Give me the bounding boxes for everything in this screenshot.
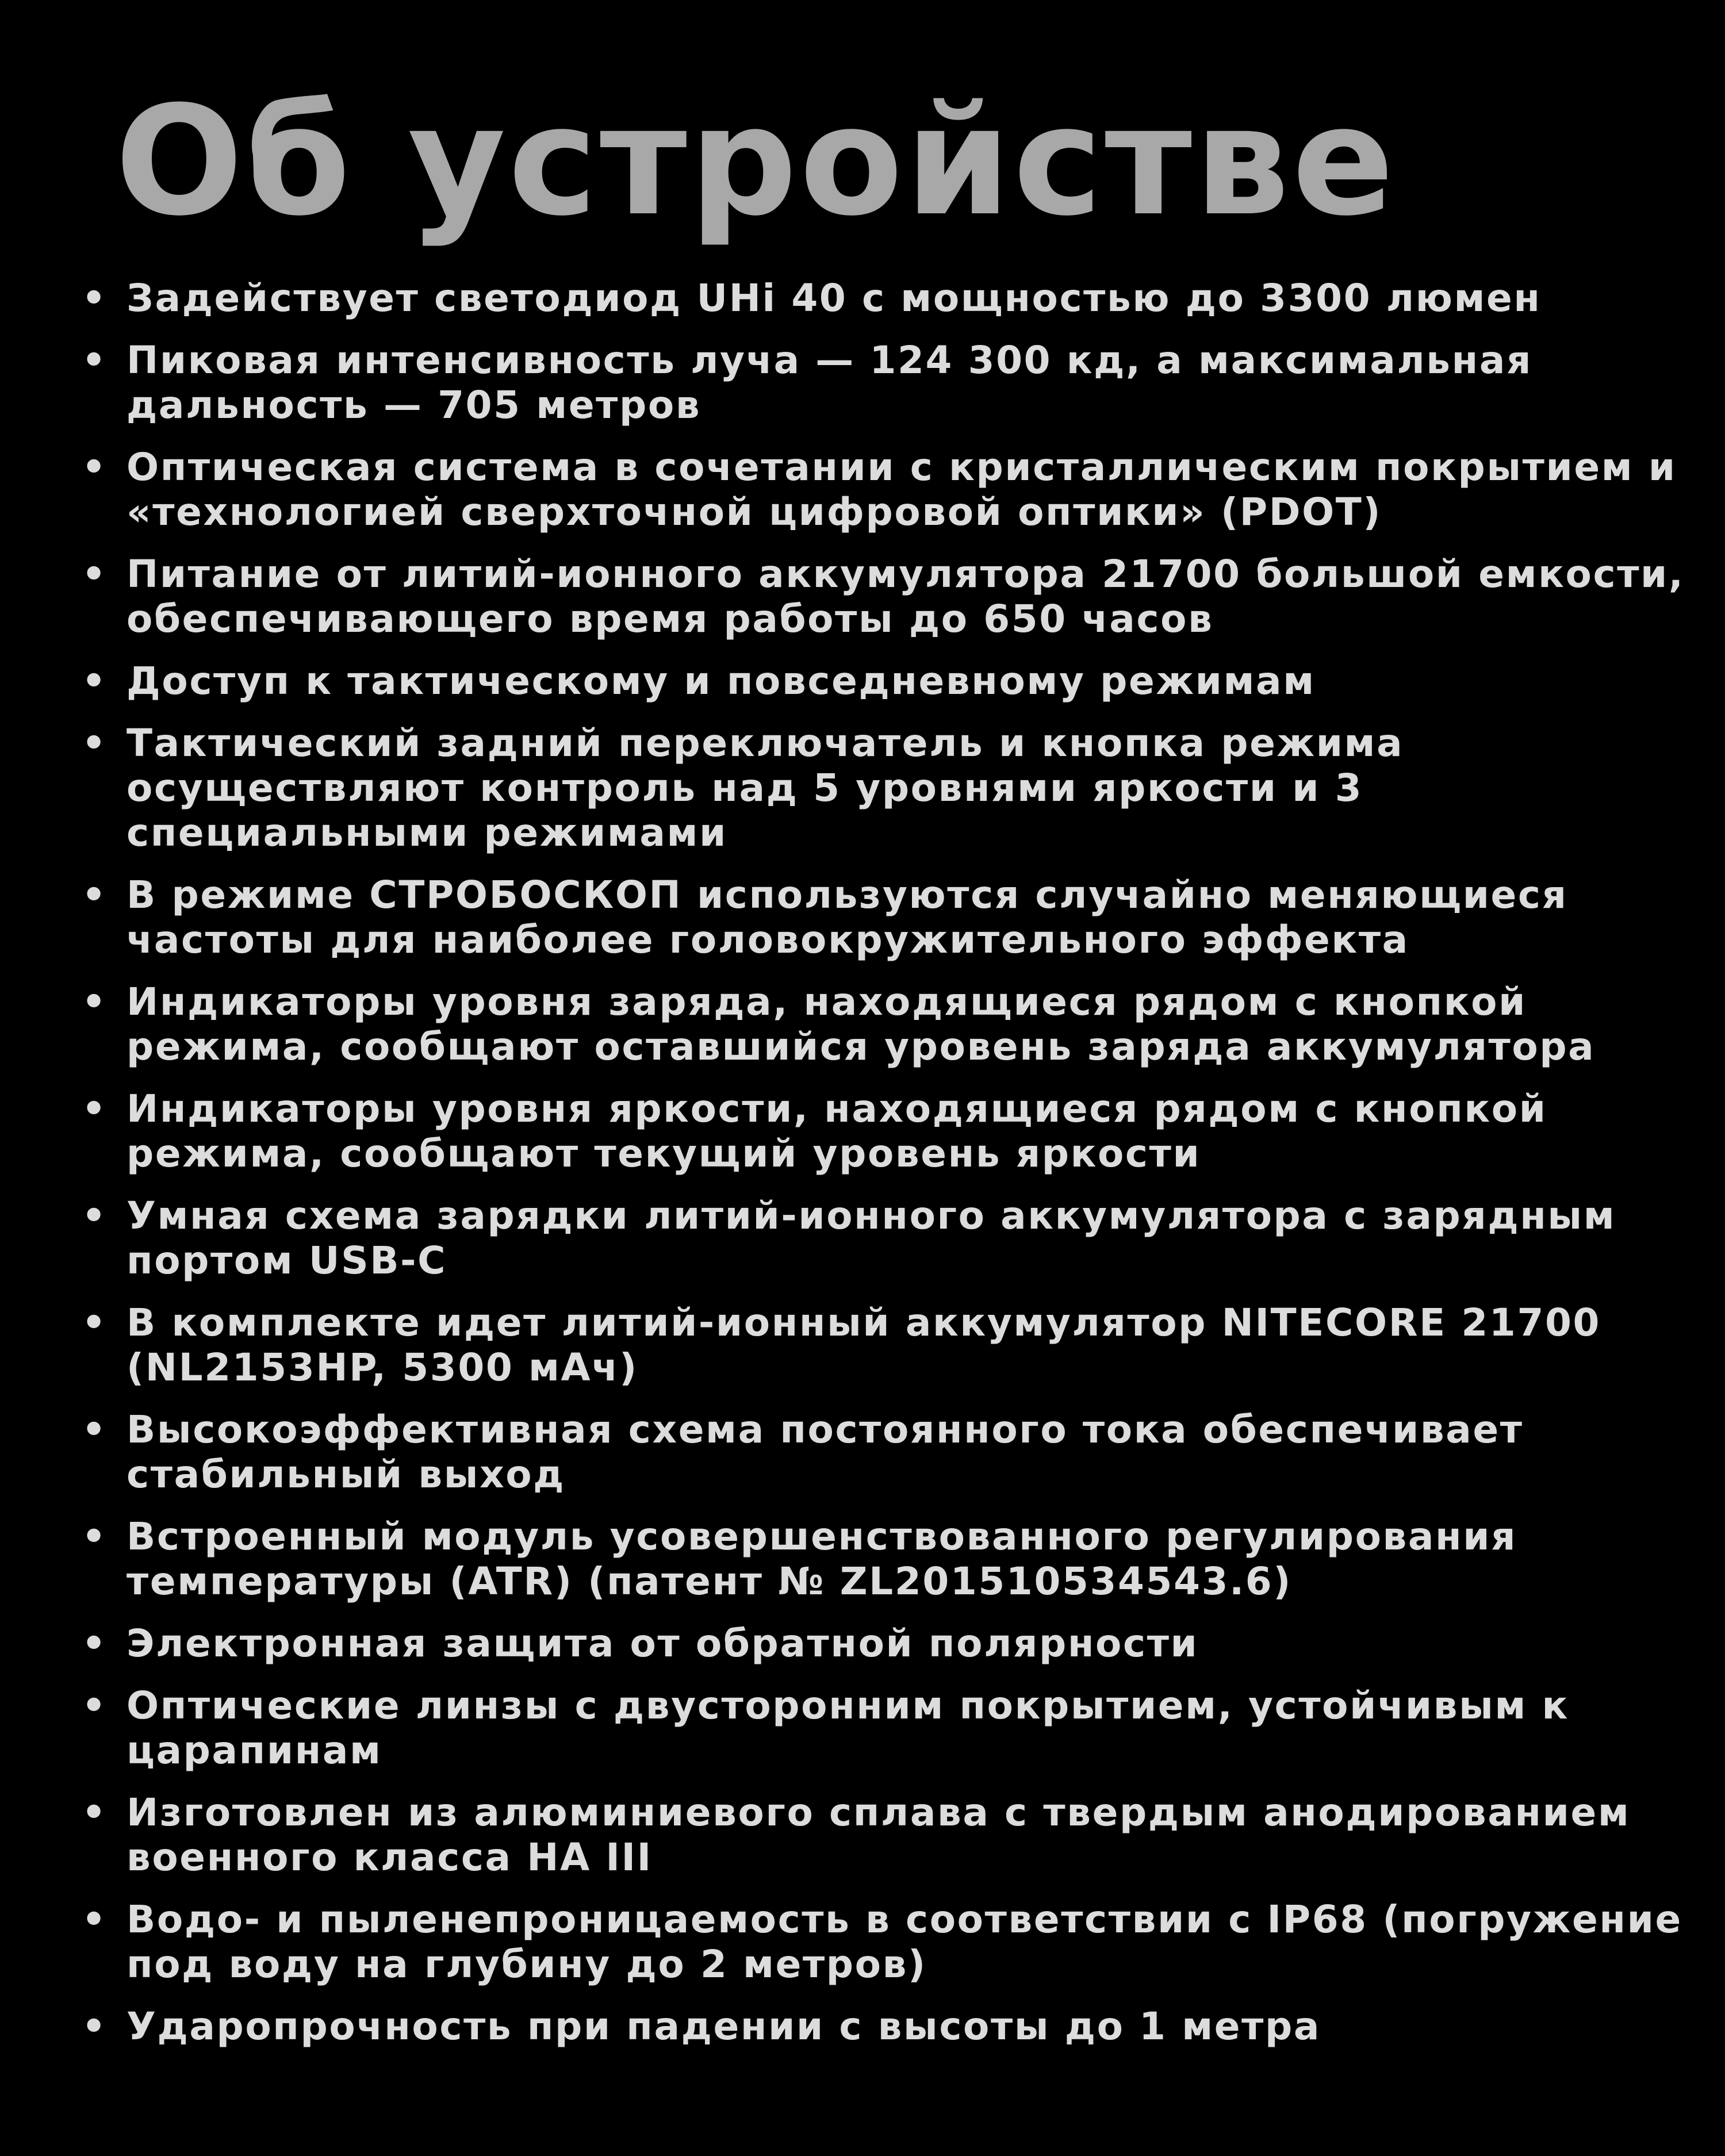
bullet-icon: • bbox=[82, 1790, 108, 1835]
bullet-icon: • bbox=[82, 980, 108, 1024]
bullet-icon: • bbox=[82, 445, 108, 489]
feature-item bbox=[75, 873, 1685, 962]
feature-item bbox=[75, 1087, 1685, 1176]
feature-item bbox=[75, 1897, 1685, 1987]
feature-text: Изготовлен из алюминиевого сплава с твердым анодированием военного класса HA III bbox=[126, 1790, 1631, 1879]
feature-text: В комплекте идет литий-ионный аккумулятор NITECORE 21700 (NL2153HP, 5300 мАч) bbox=[126, 1300, 1601, 1390]
bullet-icon: • bbox=[82, 721, 108, 765]
feature-item bbox=[75, 445, 1685, 535]
bullet-icon: • bbox=[82, 659, 108, 703]
feature-text: Водо- и пыленепроницаемость в соответствии с IP68 (погружение под воду на глубину до 2 метров) bbox=[126, 1897, 1682, 1986]
feature-text: Питание от литий-ионного аккумулятора 21700 большой емкости, обеспечивающего время работы до 650 часов bbox=[126, 552, 1685, 641]
feature-item bbox=[75, 1514, 1685, 1604]
feature-item bbox=[75, 552, 1685, 642]
feature-item bbox=[75, 1407, 1685, 1497]
bullet-icon: • bbox=[82, 1194, 108, 1238]
feature-item bbox=[75, 338, 1685, 428]
feature-list bbox=[75, 276, 1685, 2066]
feature-item bbox=[75, 721, 1685, 856]
feature-text: Оптические линзы с двусторонним покрытием, устойчивым к царапинам bbox=[126, 1683, 1569, 1773]
bullet-icon: • bbox=[82, 1087, 108, 1131]
feature-item bbox=[75, 659, 1685, 704]
bullet-icon: • bbox=[82, 552, 108, 596]
feature-item bbox=[75, 1683, 1685, 1773]
feature-item bbox=[75, 980, 1685, 1069]
bullet-icon: • bbox=[82, 1514, 108, 1559]
bullet-icon: • bbox=[82, 1621, 108, 1666]
bullet-icon: • bbox=[82, 276, 108, 320]
feature-text: Индикаторы уровня яркости, находящиеся рядом с кнопкой режима, сообщают текущий уровень яркости bbox=[126, 1087, 1547, 1176]
feature-text: Электронная защита от обратной полярности bbox=[126, 1621, 1199, 1666]
feature-item bbox=[75, 2004, 1685, 2049]
feature-item bbox=[75, 1621, 1685, 1666]
bullet-icon: • bbox=[82, 1683, 108, 1728]
feature-text: Тактический задний переключатель и кнопка режима осуществляют контроль над 5 уровнями яркости и 3 специальными режимами bbox=[126, 721, 1404, 855]
bullet-icon: • bbox=[82, 873, 108, 917]
feature-item bbox=[75, 276, 1685, 321]
feature-item bbox=[75, 1194, 1685, 1283]
bullet-icon: • bbox=[82, 1897, 108, 1942]
feature-item bbox=[75, 1300, 1685, 1390]
feature-item bbox=[75, 1790, 1685, 1880]
page-title: Об устройстве bbox=[115, 74, 1397, 249]
feature-text: Встроенный модуль усовершенствованного регулирования температуры (ATR) (патент № ZL201510534543.6) bbox=[126, 1514, 1517, 1603]
feature-text: Высокоэффективная схема постоянного тока обеспечивает стабильный выход bbox=[126, 1407, 1524, 1497]
feature-text: Задействует светодиод UHi 40 с мощностью до 3300 люмен bbox=[126, 276, 1542, 320]
bullet-icon: • bbox=[82, 1300, 108, 1345]
feature-text: Оптическая система в сочетании с кристаллическим покрытием и «технологией сверхточной цифровой оптики» (PDOT) bbox=[126, 445, 1677, 534]
feature-text: Ударопрочность при падении с высоты до 1 метра bbox=[126, 2004, 1321, 2048]
feature-text: Пиковая интенсивность луча — 124 300 кд, а максимальная дальность — 705 метров bbox=[126, 338, 1532, 427]
bullet-icon: • bbox=[82, 2004, 108, 2048]
feature-text: Индикаторы уровня заряда, находящиеся рядом с кнопкой режима, сообщают оставшийся уровень заряда аккумулятора bbox=[126, 980, 1596, 1069]
feature-text: В режиме СТРОБОСКОП используются случайно меняющиеся частоты для наиболее головокружительного эффекта bbox=[126, 873, 1568, 962]
bullet-icon: • bbox=[82, 1407, 108, 1452]
bullet-icon: • bbox=[82, 338, 108, 382]
feature-text: Доступ к тактическому и повседневному режимам bbox=[126, 659, 1316, 703]
feature-text: Умная схема зарядки литий-ионного аккумулятора с зарядным портом USB-C bbox=[126, 1194, 1616, 1283]
